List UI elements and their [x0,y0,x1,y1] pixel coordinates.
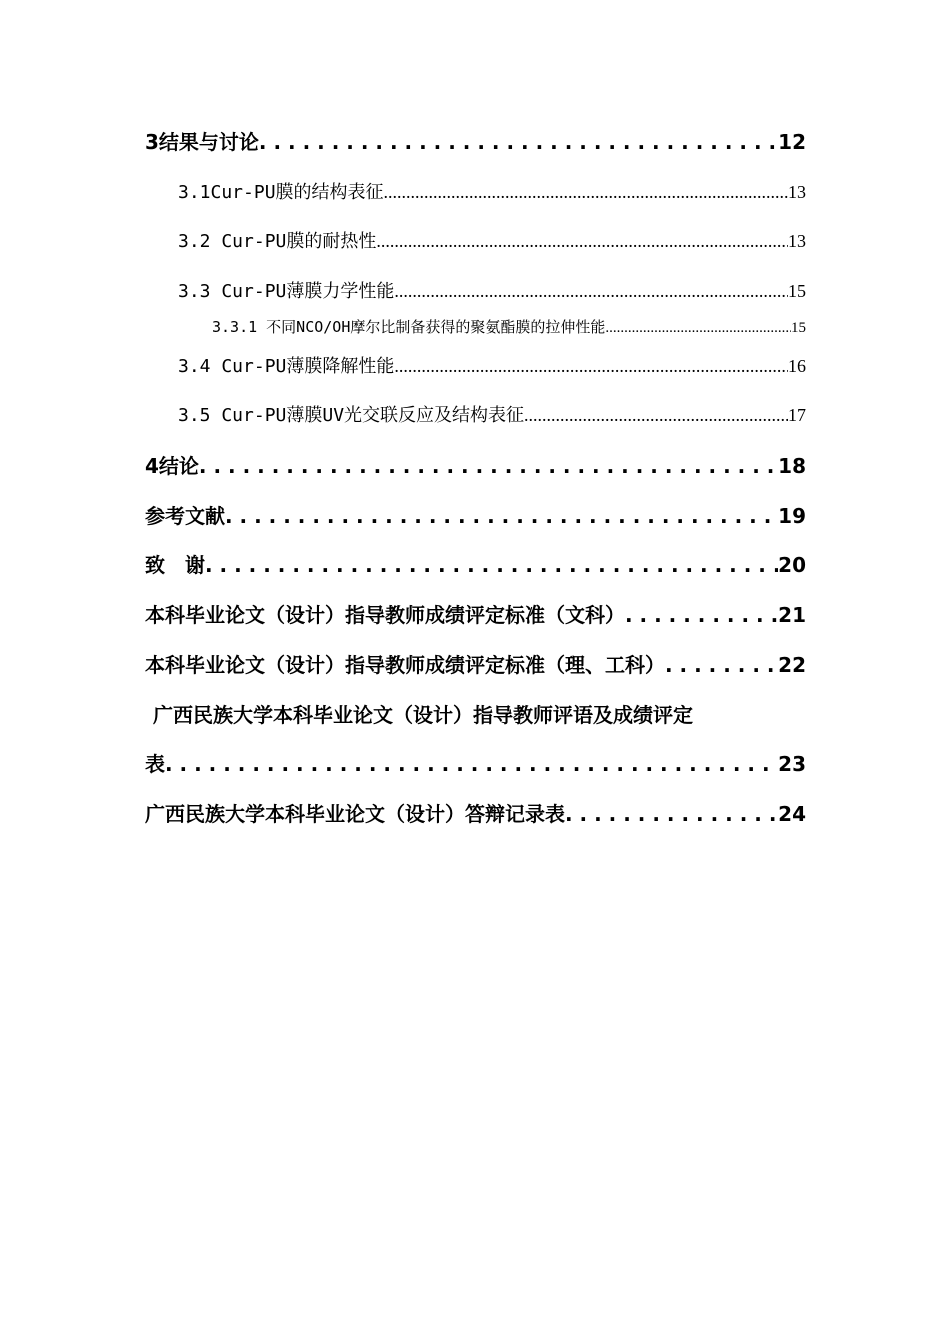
toc-entry[interactable] [145,130,806,154]
toc-entry-page: 15 [791,320,806,336]
toc-entry-page: 13 [788,231,806,251]
toc-entry-page: 15 [788,281,806,301]
toc-entry-title: 广西民族大学本科毕业论文（设计）答辩记录表 [145,802,565,826]
toc-entry[interactable] [145,454,806,478]
toc-entry[interactable] [145,653,806,677]
toc-entry[interactable] [212,318,806,337]
toc-entry[interactable] [178,355,806,378]
toc-entry[interactable] [145,553,806,577]
toc-entry-page: 18 [778,454,806,478]
toc-entry-page: 23 [778,752,806,776]
toc-dot-leader [605,319,791,337]
toc-entry-page: 13 [788,182,806,202]
toc-entry-title: 3.3.1 不同NCO/OH摩尔比制备获得的聚氨酯膜的拉伸性能 [212,318,606,336]
toc-entry-title: 3结果与讨论 [145,130,259,154]
toc-entry-title: 本科毕业论文（设计）指导教师成绩评定标准（文科） [145,603,625,627]
toc-entry[interactable] [178,280,806,303]
toc-dot-leader [394,355,788,377]
toc-entry-title: 3.4 Cur-PU薄膜降解性能 [178,356,395,377]
toc-entry-page: 24 [778,802,806,826]
toc-dot-leader [524,404,788,426]
toc-dot-leader [165,752,778,776]
toc-dot-leader [376,230,788,252]
toc-entry-title: 3.5 Cur-PU薄膜UV光交联反应及结构表征 [178,405,525,426]
toc-dot-leader [259,130,778,154]
toc-entry-title: 参考文献 [145,504,225,528]
toc-dot-leader [205,553,778,577]
toc-dot-leader [384,181,788,203]
toc-entry-title: 3.1Cur-PU膜的结构表征 [178,182,384,203]
toc-entry-title: 致 谢 [145,553,205,577]
toc-dot-leader [665,653,778,677]
toc-entry-page: 12 [778,130,806,154]
toc-entry-title-line1[interactable]: 广西民族大学本科毕业论文（设计）指导教师评语及成绩评定 [153,703,693,727]
toc-entry-title: 4结论 [145,454,199,478]
toc-entry-title: 本科毕业论文（设计）指导教师成绩评定标准（理、工科） [145,653,665,677]
toc-entry[interactable] [178,181,806,204]
toc-dot-leader [394,280,788,302]
toc-entry-title: 3.2 Cur-PU膜的耐热性 [178,231,377,252]
toc-entry[interactable] [178,404,806,427]
toc-entry-page: 21 [778,603,806,627]
toc-entry[interactable] [145,603,806,627]
toc-entry-page: 17 [788,405,806,425]
toc-dot-leader [225,504,778,528]
toc-entry[interactable] [145,802,806,826]
toc-entry-title: 3.3 Cur-PU薄膜力学性能 [178,281,395,302]
toc-entry[interactable] [145,504,806,528]
toc-dot-leader [625,603,778,627]
toc-entry-page: 19 [778,504,806,528]
toc-entry-title-line2: 表 [145,752,165,776]
toc-dot-leader [565,802,778,826]
toc-entry[interactable] [145,752,806,776]
toc-entry-page: 16 [788,356,806,376]
toc-entry-page: 22 [778,653,806,677]
toc-entry-page: 20 [778,553,806,577]
toc-dot-leader [199,454,778,478]
toc-entry[interactable] [178,230,806,253]
